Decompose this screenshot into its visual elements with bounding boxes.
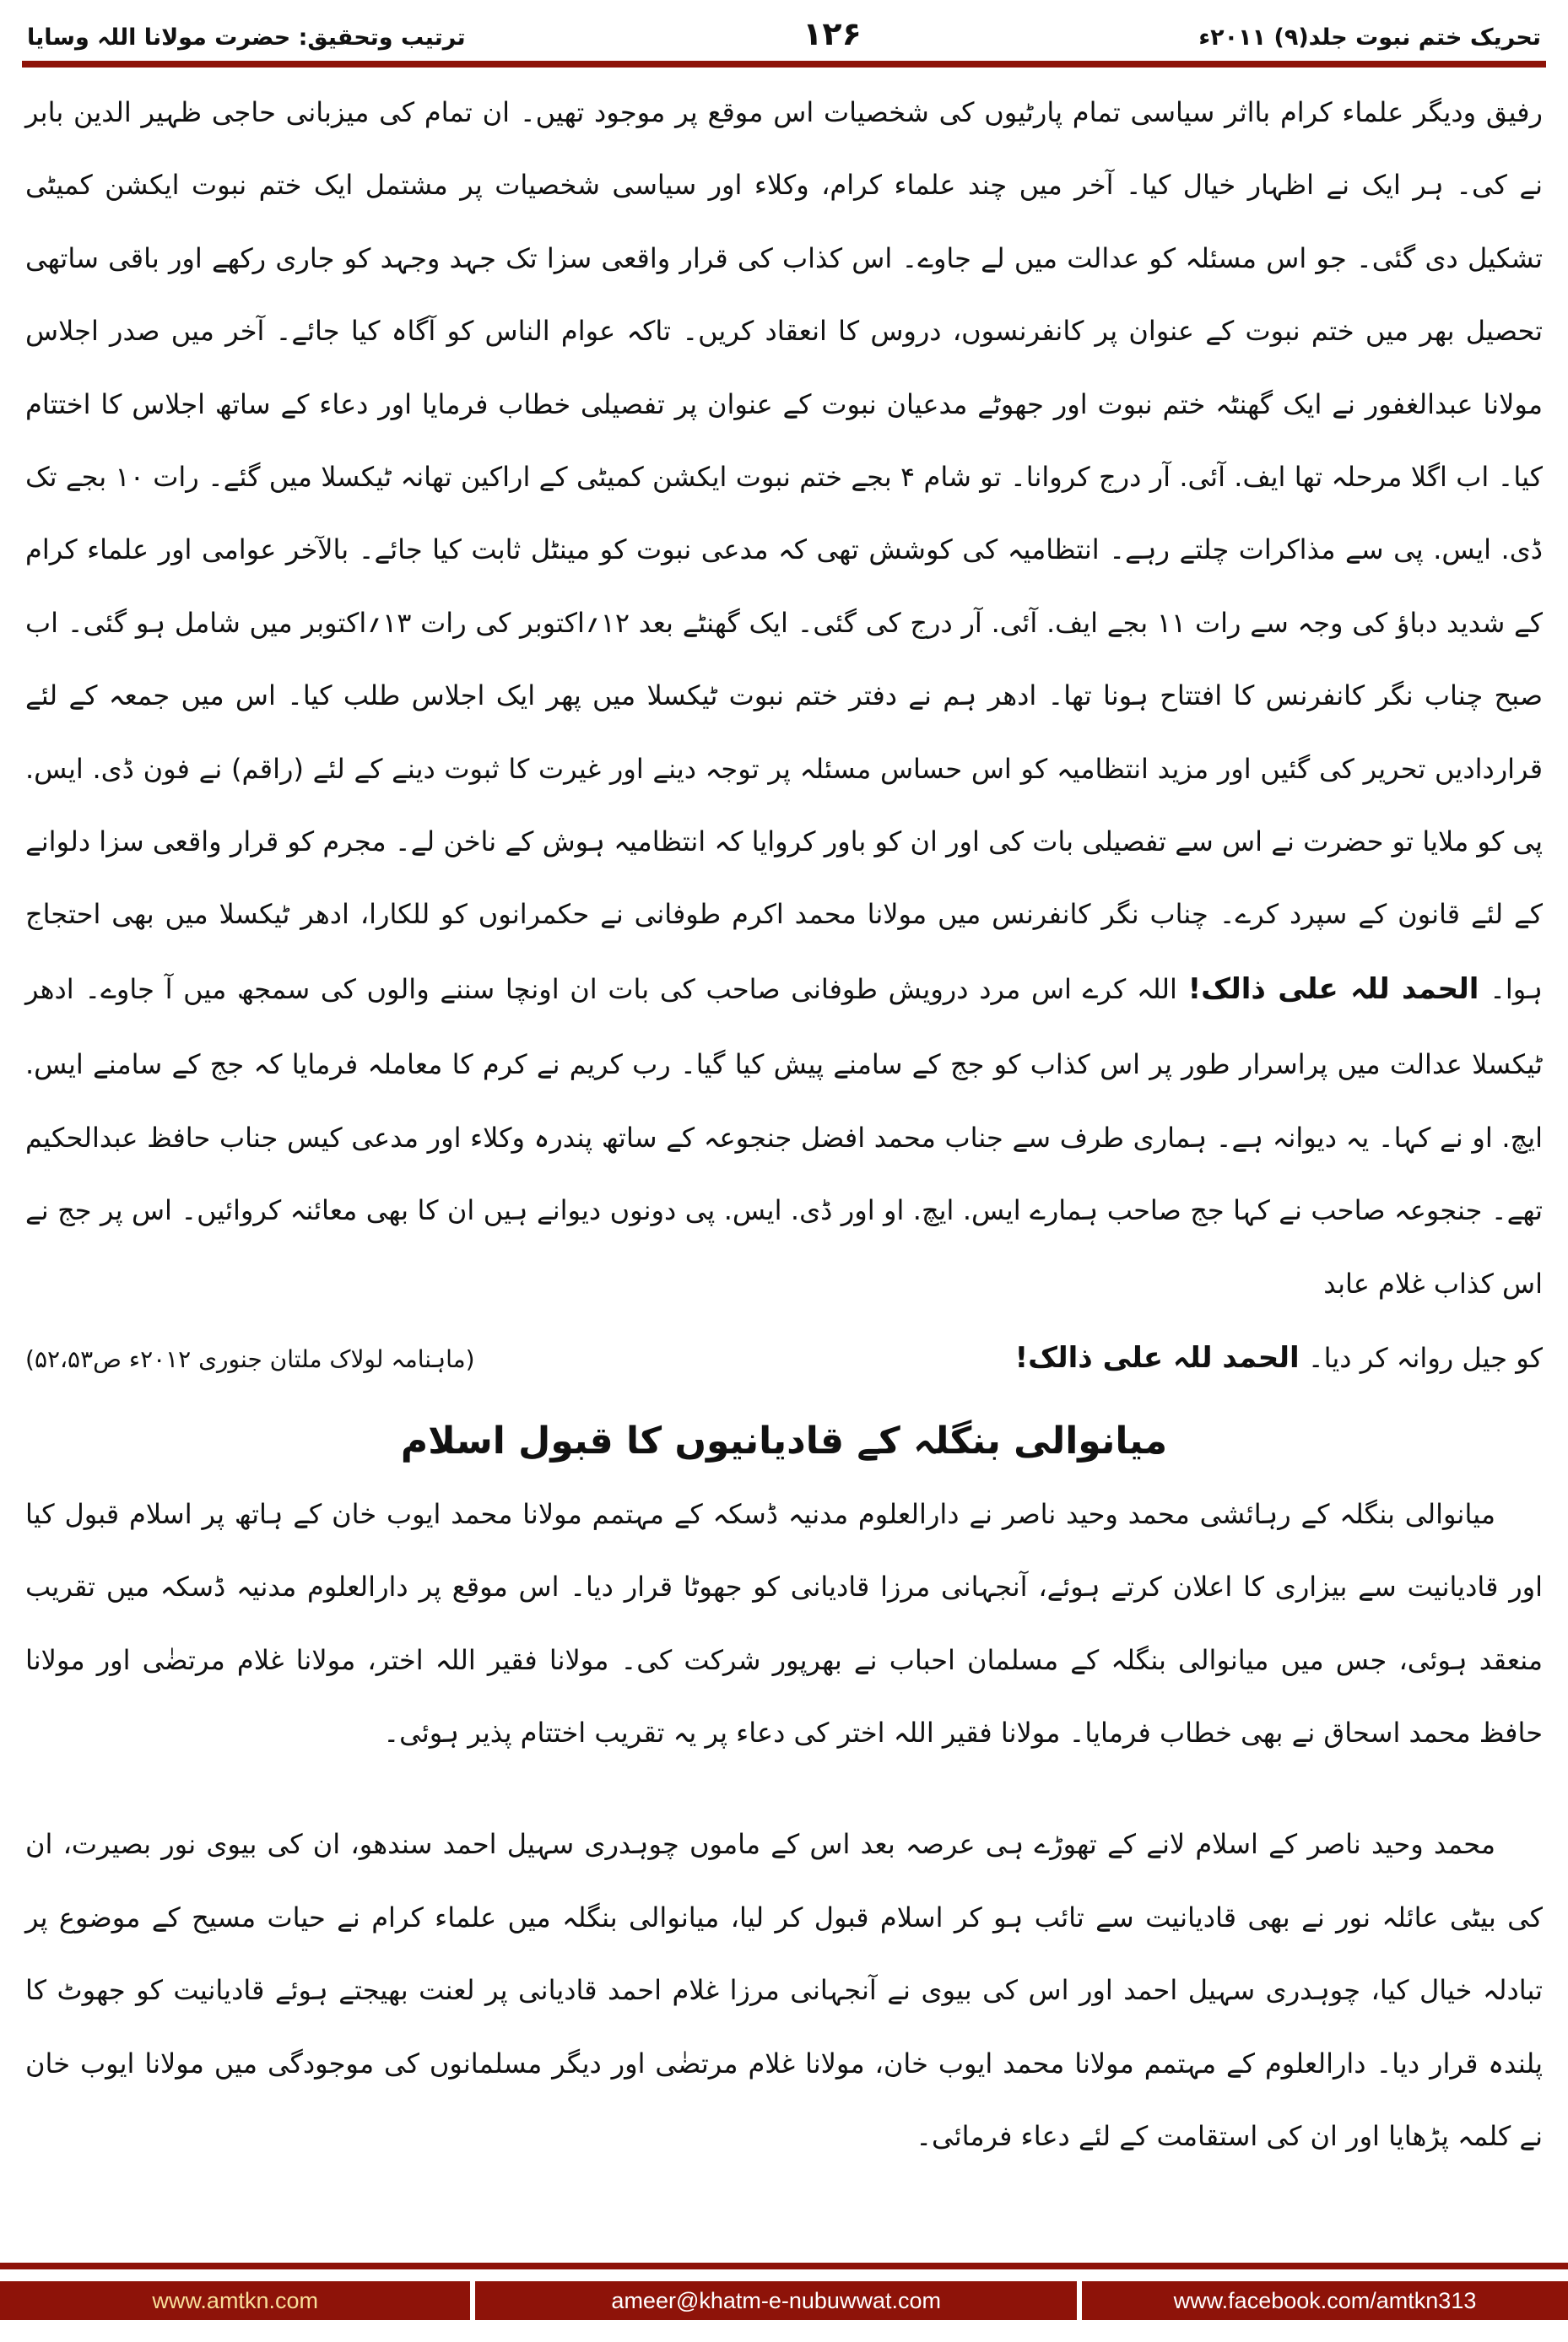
article-body <box>0 68 1568 2177</box>
paragraph-1-closing-line <box>25 1320 1543 1398</box>
header-rule <box>22 61 1546 68</box>
email-link[interactable]: ameer@khatm-e-nubuwwat.com <box>475 2281 1077 2320</box>
paragraph-1-alhamdulillah: الحمد للہ علی ذالک! <box>1187 971 1479 1006</box>
closing-sentence <box>1015 1320 1543 1398</box>
footer-bars <box>0 2281 1568 2320</box>
paragraph-1 <box>25 76 1543 1320</box>
book-title: تحریک ختم نبوت جلد(۹) ۲۰۱۱ء <box>1198 24 1541 51</box>
closing-alhamdulillah: الحمد للہ علی ذالک! <box>1014 1341 1300 1376</box>
page-header <box>0 0 1568 68</box>
paragraph-2: میانوالی بنگلہ کے رہائشی محمد وحید ناصر نے دارالعلوم مدنیہ ڈسکہ کے مہتمم مولانا محمد ایوب خان کے ہاتھ پر اسلام قبول کیا اور قادیانیت سے بیزاری کا اعلان کرتے ہوئے، آنجہانی مرزا قادیانی کو جھوٹا قرار دیا۔ اس موقع پر دارالعلوم مدنیہ ڈسکہ میں تقریب منعقد ہوئی، جس میں میانوالی بنگلہ کے مسلمان احباب نے بھرپور شرکت کی۔ مولانا فقیر اللہ اختر، مولانا غلام مرتضٰی اور مولانا حافظ محمد اسحاق نے بھی خطاب فرمایا۔ مولانا فقیر اللہ اختر کی دعاء پر یہ تقریب اختتام پذیر ہوئی۔ <box>25 1497 1543 1750</box>
source-citation: (ماہنامہ لولاک ملتان جنوری ۲۰۱۲ء ص۵۲،۵۳) <box>25 1345 475 1374</box>
page-footer <box>0 2263 1568 2320</box>
website-link[interactable]: www.amtkn.com <box>0 2281 470 2320</box>
facebook-link[interactable]: www.facebook.com/amtkn313 <box>1082 2281 1568 2320</box>
page-number: ۱۲۶ <box>803 15 862 52</box>
header-row <box>22 12 1546 61</box>
section-heading: میانوالی بنگلہ کے قادیانیوں کا قبول اسلام <box>400 1419 1168 1463</box>
paragraph-1-text-b: اللہ کرے اس مرد درویش طوفانی صاحب کی بات ان اونچا سننے والوں کی سمجھ میں آ جاوے۔ ادھر ٹیکسلا عدالت میں پراسرار طور پر اس کذاب کو جج کے سامنے پیش کیا گیا۔ رب کریم نے کرم کا معاملہ فرمایا کہ جج کے سامنے ایس. ایچ. او نے کہا۔ یہ دیوانہ ہے۔ ہماری طرف سے جناب محمد افضل جنجوعہ کے ساتھ پندرہ وکلاء اور مدعی کیس جناب حافظ عبدالحکیم تھے۔ جنجوعہ صاحب نے کہا جج صاحب ہمارے ایس. ایچ. او اور ڈی. ایس. پی دونوں دیوانے ہیں ان کا بھی معائنہ کروائیں۔ اس پر جج نے اس کذاب غلام عابد <box>25 972 1544 1300</box>
paragraph-1-text-a: رفیق ودیگر علماء کرام بااثر سیاسی تمام پارٹیوں کی شخصیات اس موقع پر موجود تھیں۔ ان تمام کی میزبانی حاجی ظہیر الدین بابر نے کی۔ ہر ایک نے اظہار خیال کیا۔ آخر میں چند علماء کرام، وکلاء اور سیاسی شخصیات پر مشتمل ایک ختم نبوت ایکشن کمیٹی تشکیل دی گئی۔ جو اس مسئلہ کو عدالت میں لے جاوے۔ اس کذاب کی قرار واقعی سزا تک جہد وجہد کو جاری رکھے اور باقی ساتھی تحصیل بھر میں ختم نبوت کے عنوان پر کانفرنسوں، دروس کا انعقاد کریں۔ تاکہ عوام الناس کو آگاہ کیا جائے۔ آخر میں صدر اجلاس مولانا عبدالغفور نے ایک گھنٹہ ختم نبوت اور جھوٹے مدعیان نبوت کے عنوان پر تفصیلی خطاب فرمایا اور دعاء کے ساتھ اجلاس کا اختتام کیا۔ اب اگلا مرحلہ تھا ایف. آئی. آر درج کروانا۔ تو شام ۴ بجے ختم نبوت ایکشن کمیٹی کے اراکین تھانہ ٹیکسلا میں گئے۔ رات ۱۰ بجے تک ڈی. ایس. پی سے مذاکرات چلتے رہے۔ انتظامیہ کی کوشش تھی کہ مدعی نبوت کو مینٹل ثابت کیا جائے۔ بالآخر عوامی اور علماء کرام کے شدید دباؤ کی وجہ سے رات ۱۱ بجے ایف. آئی. آر درج کی گئی۔ ایک گھنٹے بعد ۱۲؍اکتوبر کی رات ۱۳؍اکتوبر میں شامل ہو گئی۔ اب صبح چناب نگر کانفرنس کا افتتاح ہونا تھا۔ ادھر ہم نے دفتر ختم نبوت ٹیکسلا میں پھر ایک اجلاس طلب کیا۔ اس میں جمعہ کے لئے قراردادیں تحریر کی گئیں اور مزید انتظامیہ کو اس حساس مسئلہ پر توجہ دینے اور غیرت کا ثبوت دینے کے لئے (راقم) نے فون ڈی. ایس. پی کو ملایا تو حضرت نے اس سے تفصیلی بات کی اور ان کو باور کروایا کہ انتظامیہ ہوش کے ناخن لے۔ مجرم کو قرار واقعی سزا دلوانے کے لئے قانون کے سپرد کرے۔ چناب نگر کانفرنس میں مولانا محمد اکرم طوفانی نے حکمرانوں کو للکارا، ادھر ٹیکسلا میں بھی احتجاج ہوا۔ <box>25 96 1544 1005</box>
closing-text: کو جیل روانہ کر دیا۔ <box>1307 1342 1543 1375</box>
footer-rule <box>0 2263 1568 2269</box>
editor-credit: ترتیب وتحقیق: حضرت مولانا اللہ وسایا <box>27 24 466 51</box>
paragraph-3: محمد وحید ناصر کے اسلام لانے کے تھوڑے ہی عرصہ بعد اس کے ماموں چوہدری سہیل احمد سندھو، ان کی بیوی نور بصیرت، ان کی بیٹی عائلہ نور نے بھی قادیانیت سے تائب ہو کر اسلام قبول کر لیا، میانوالی بنگلہ میں علماء کرام نے حیات مسیح کے موضوع پر تبادلہ خیال کیا، چوہدری سہیل احمد اور اس کی بیوی نے آنجہانی مرزا غلام احمد قادیانی پر لعنت بھیجتے ہوئے قادیانیت کو جھوٹ کا پلندہ قرار دیا۔ دارالعلوم کے مہتمم مولانا محمد ایوب خان، مولانا غلام مرتضٰی اور دیگر مسلمانوں کی موجودگی میں مولانا ایوب خان نے کلمہ پڑھایا اور ان کی استقامت کے لئے دعاء فرمائی۔ <box>25 1828 1543 2152</box>
